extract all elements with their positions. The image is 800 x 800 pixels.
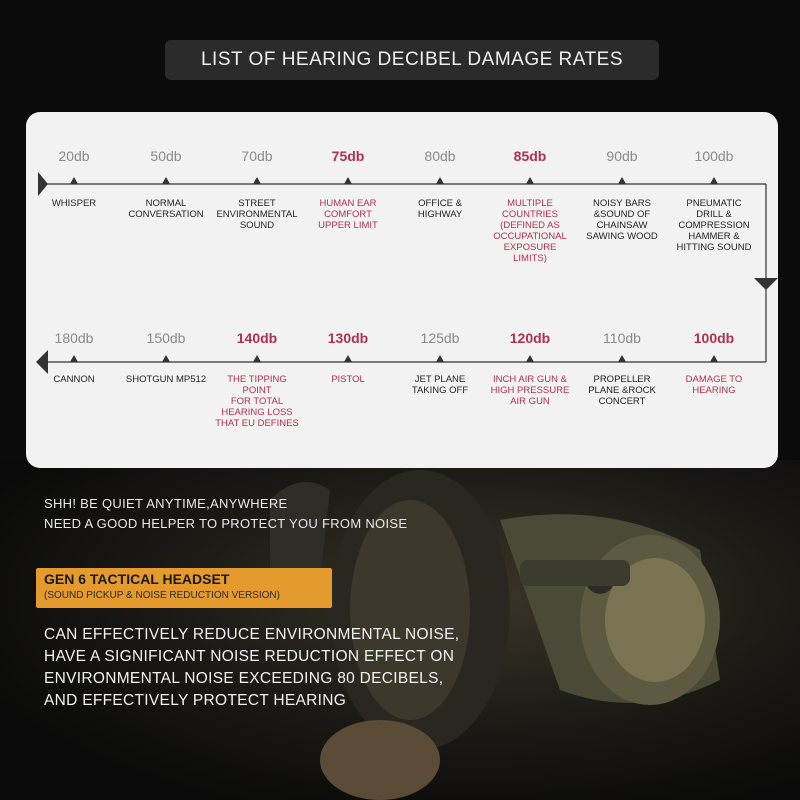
row1-db-label: 70db [241,148,273,164]
row2-tick-marker [162,355,170,362]
row1-db-label: 90db [606,148,638,164]
row2-tick-marker [70,355,78,362]
row2-description: JET PLANE TAKING OFF [411,374,469,396]
row1-db-label: 20db [58,148,90,164]
row2-db-label: 110db [603,330,641,346]
claim-line-1: CAN EFFECTIVELY REDUCE ENVIRONMENTAL NOISE, [44,626,460,643]
row1-description: PNEUMATIC DRILL & COMPRESSION HAMMER & HITTING SOUND [676,198,752,253]
row2-description: PROPELLER PLANE &ROCK CONCERT [588,374,656,407]
row1-db-label: 85db [513,148,547,164]
row2-tick-marker [253,355,261,362]
row2-db-label: 120db [509,330,551,346]
row2-end-arrow [36,350,48,374]
row1-db-label: 50db [150,148,182,164]
row2-description: CANNON [53,374,95,385]
product-title: GEN 6 TACTICAL HEADSET [44,571,230,587]
row2-tick-marker [618,355,626,362]
row1-description: WHISPER [51,198,97,209]
row1-description: OFFICE & HIGHWAY [417,198,463,220]
row1-db-label: 100db [694,148,734,164]
claim-line-4: AND EFFECTIVELY PROTECT HEARING [44,692,347,709]
row1-description: NORMAL CONVERSATION [128,198,204,220]
row2-description: PISTOL [331,374,365,385]
row1-description: NOISY BARS &SOUND OF CHAINSAW SAWING WOOD [586,198,658,242]
row1-db-label: 75db [331,148,365,164]
row2-tick-marker [344,355,352,362]
page-title: LIST OF HEARING DECIBEL DAMAGE RATES [165,40,659,80]
row1-description: STREET ENVIRONMENTAL SOUND [216,198,298,231]
product-badge [36,568,332,608]
row2-db-label: 125db [420,330,460,346]
row2-tick-marker [436,355,444,362]
row1-tick-marker [253,177,261,184]
row1-tick-marker [436,177,444,184]
row2-db-label: 150db [146,330,186,346]
row2-tick-marker [526,355,534,362]
row1-description: MULTIPLE COUNTRIES (DEFINED AS OCCUPATIONAL EXPOSURE LIMITS) [493,198,567,264]
row1-db-label: 80db [424,148,456,164]
row1-tick-marker [70,177,78,184]
row1-tick-marker [162,177,170,184]
decibel-chart-panel [26,112,778,468]
row2-description: INCH AIR GUN & HIGH PRESSURE AIR GUN [490,374,570,407]
timeline-lines [26,112,778,468]
message-line-2: NEED A GOOD HELPER TO PROTECT YOU FROM NOISE [44,516,408,531]
row1-tick-marker [526,177,534,184]
row2-description: SHOTGUN MP512 [125,374,207,385]
row1-start-arrow [38,172,48,196]
row2-description: THE TIPPING POINT FOR TOTAL HEARING LOSS THAT EU DEFINES [215,374,299,429]
claim-line-2: HAVE A SIGNIFICANT NOISE REDUCTION EFFECT ON [44,648,455,665]
connector-arrow [754,278,778,290]
product-subtitle: (SOUND PICKUP & NOISE REDUCTION VERSION) [44,590,280,601]
row1-tick-marker [618,177,626,184]
claim-line-3: ENVIRONMENTAL NOISE EXCEEDING 80 DECIBELS, [44,670,444,687]
row1-tick-marker [710,177,718,184]
row2-description: DAMAGE TO HEARING [685,374,743,396]
row2-tick-marker [710,355,718,362]
row2-db-label: 180db [54,330,94,346]
message-line-1: SHH! BE QUIET ANYTIME,ANYWHERE [44,496,288,511]
row1-tick-marker [344,177,352,184]
row2-db-label: 130db [327,330,369,346]
row2-db-label: 140db [236,330,278,346]
row1-description: HUMAN EAR COMFORT UPPER LIMIT [318,198,378,231]
row2-db-label: 100db [693,330,735,346]
